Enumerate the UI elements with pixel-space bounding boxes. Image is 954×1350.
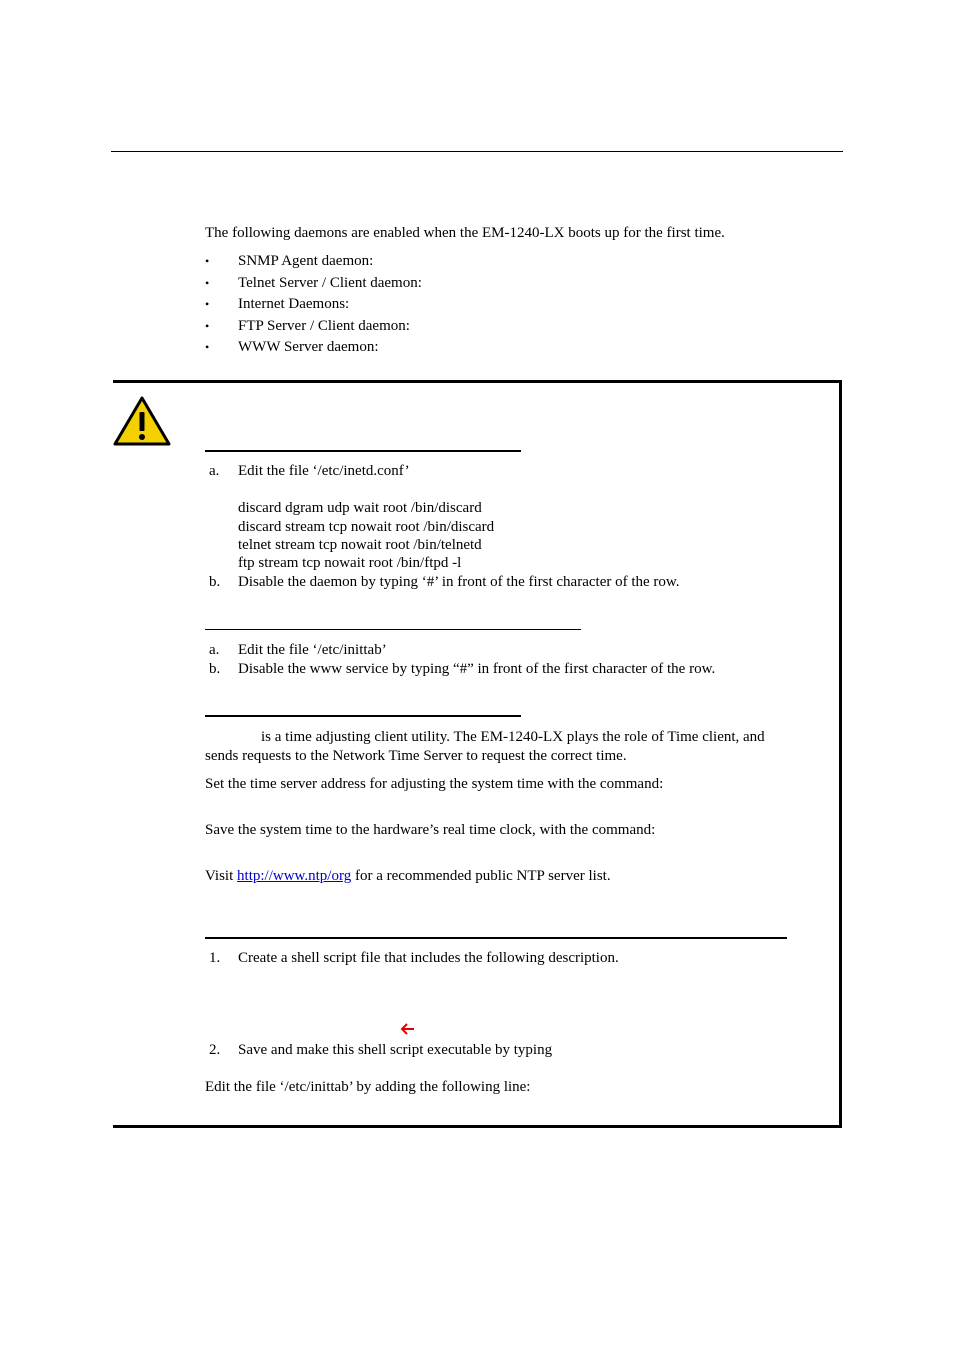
ntp-paragraph-1-cont: sends requests to the Network Time Server to request the correct time. [205, 748, 627, 764]
ntp-link[interactable]: http://www.ntp/org [237, 868, 352, 884]
ntp-paragraph-3: Save the system time to the hardware’s real time clock, with the command: [205, 822, 656, 838]
bullet-icon: • [205, 340, 210, 354]
inittab-instruction: Edit the file ‘/etc/inittab’ by adding the following line: [205, 1079, 531, 1095]
bullet-icon: • [205, 319, 210, 333]
ntp-visit-line [205, 867, 611, 885]
step-marker: 1. [209, 950, 221, 966]
config-line: discard stream tcp nowait root /bin/discard [238, 519, 495, 535]
bullet-icon: • [205, 276, 210, 290]
script-step-2: Save and make this shell script executable by typing [238, 1042, 553, 1058]
visit-suffix: for a recommended public NTP server list. [354, 868, 611, 884]
red-arrow-left-icon [400, 1022, 415, 1036]
visit-prefix: Visit [205, 868, 234, 884]
section-rule-www [205, 629, 581, 630]
inetd-step-b: Disable the daemon by typing ‘#’ in front of the first character of the row. [238, 574, 680, 590]
ntp-paragraph-2: Set the time server address for adjusting the system time with the command: [205, 776, 664, 792]
ntp-paragraph-1: is a time adjusting client utility. The EM-1240-LX plays the role of Time client, and [261, 729, 765, 745]
section-rule-inetd [205, 450, 521, 452]
step-marker: a. [209, 642, 220, 658]
config-line: ftp stream tcp nowait root /bin/ftpd -l [238, 555, 462, 571]
config-line: telnet stream tcp nowait root /bin/telnetd [238, 537, 482, 553]
inetd-step-a: Edit the file ‘/etc/inetd.conf’ [238, 463, 410, 479]
www-step-b: Disable the www service by typing “#” in front of the first character of the row. [238, 661, 716, 677]
list-item: WWW Server daemon: [238, 339, 379, 355]
list-item: Internet Daemons: [238, 296, 350, 312]
step-marker: 2. [209, 1042, 221, 1058]
list-item: Telnet Server / Client daemon: [238, 275, 422, 291]
list-item: FTP Server / Client daemon: [238, 318, 410, 334]
bullet-icon: • [205, 254, 210, 268]
header-rule [111, 151, 843, 152]
bullet-icon: • [205, 297, 210, 311]
step-marker: b. [209, 661, 221, 677]
intro-text: The following daemons are enabled when the EM-1240-LX boots up for the first time. [205, 225, 725, 241]
list-item: SNMP Agent daemon: [238, 253, 374, 269]
config-line: discard dgram udp wait root /bin/discard [238, 500, 482, 516]
script-step-1: Create a shell script file that includes the following description. [238, 950, 619, 966]
section-rule-script [205, 937, 787, 939]
warning-triangle-icon [113, 396, 171, 446]
www-step-a: Edit the file ‘/etc/inittab’ [238, 642, 387, 658]
step-marker: b. [209, 574, 221, 590]
section-rule-ntp [205, 715, 521, 717]
step-marker: a. [209, 463, 220, 479]
